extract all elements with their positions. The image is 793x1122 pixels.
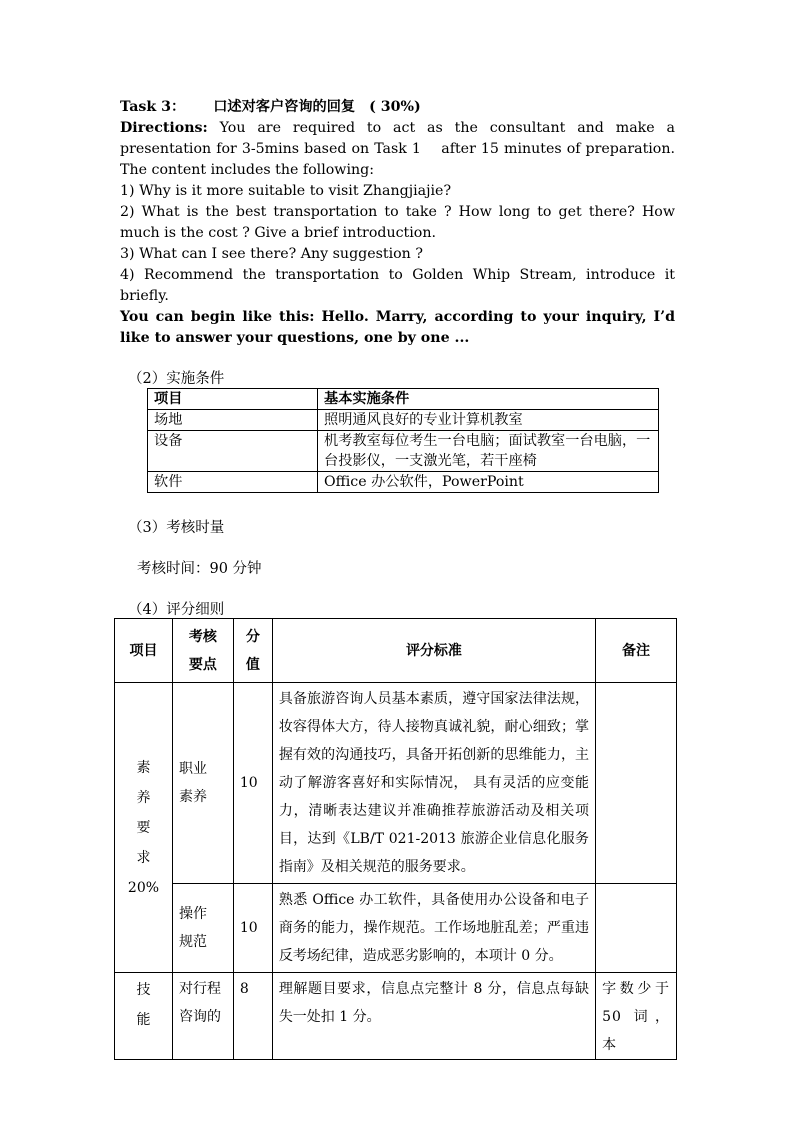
remarks-cell: 字数少于 50 词，本 [596, 973, 677, 1060]
point-cell [172, 884, 233, 973]
point-a: 职业 [178, 761, 207, 777]
table-row [115, 884, 677, 973]
group-char: 技 [136, 982, 151, 998]
directions [120, 118, 675, 181]
header-criteria: 评分标准 [272, 619, 595, 683]
header-remarks: 备注 [596, 619, 677, 683]
table-row [115, 973, 677, 1060]
table-row [148, 410, 659, 431]
task-section [120, 97, 675, 349]
point-a: 对行程 [178, 981, 221, 997]
point-b: 素养 [178, 789, 207, 805]
header-point-a: 考核 [188, 628, 217, 645]
conditions-heading: （2）实施条件 [128, 371, 225, 387]
conditions-item: 场地 [148, 410, 318, 431]
group-char: 养 [136, 789, 151, 806]
table-row [148, 431, 659, 472]
table-row [148, 472, 659, 493]
conditions-header-row [148, 389, 659, 410]
conditions-col-value: 基本实施条件 [318, 389, 659, 410]
question-2: 2) What is the best transportation to take ? How long to get there? How much is the cost ? Give a brief introduction. [120, 204, 675, 241]
score-cell: 10 [233, 683, 272, 884]
scoring-header-row [115, 619, 677, 683]
directions-label: Directions: [120, 120, 208, 136]
point-b: 咨询的 [178, 1009, 221, 1025]
criteria-cell: 具备旅游咨询人员基本素质，遵守国家法律法规，妆容得体大方，待人接物真诚礼貌，耐心细致；掌握有效的沟通技巧，具备开拓创新的思维能力，主动了解游客喜好和实际情况， 具有灵活的应变能力，清晰表达建议并准确推荐旅游活动及相关项目，达到《LB/T 021-2013 旅游企业信息化服务指南》及相关规范的服务要求。 [272, 683, 595, 884]
conditions-value: 照明通风良好的专业计算机教室 [318, 410, 659, 431]
question-1: 1) Why is it more suitable to visit Zhangjiajie? [120, 183, 452, 199]
group-char: 素 [136, 759, 151, 776]
point-b: 规范 [178, 934, 207, 950]
score-cell: 8 [233, 973, 272, 1060]
point-a: 操作 [178, 906, 207, 922]
conditions-value: 机考教室每位考生一台电脑；面试教室一台电脑，一台投影仪，一支激光笔，若干座椅 [318, 431, 659, 472]
question-3: 3) What can I see there? Any suggestion ? [120, 246, 423, 262]
conditions-value: Office 办公软件，PowerPoint [318, 472, 659, 493]
header-score [233, 619, 272, 683]
point-cell [172, 973, 233, 1060]
conditions-item: 设备 [148, 431, 318, 472]
begin-instruction: You can begin like this: Hello. Marry, according to your inquiry, I’d like to answer your questions, one by one ... [120, 309, 675, 346]
group-label-quality [115, 683, 173, 973]
conditions-item: 软件 [148, 472, 318, 493]
score-cell: 10 [233, 884, 272, 973]
scoring-heading: （4）评分细则 [128, 602, 225, 618]
task-title-cn: 口述对客户咨询的回复 [213, 99, 356, 115]
question-4: 4) Recommend the transportation to Golden Whip Stream, introduce it briefly. [120, 267, 675, 304]
table-row [115, 683, 677, 884]
task-title-pct: ( 30%) [369, 99, 421, 115]
point-cell [172, 683, 233, 884]
criteria-cell: 理解题目要求，信息点完整计 8 分，信息点每缺失一处扣 1 分。 [272, 973, 595, 1060]
header-point-b: 要点 [188, 656, 217, 673]
header-score-a: 分 [245, 628, 260, 645]
duration-text: 考核时间：90 分钟 [137, 561, 262, 577]
remarks-cell [596, 884, 677, 973]
criteria-cell: 熟悉 Office 办工软件，具备使用办公设备和电子商务的能力，操作规范。工作场地脏乱差；严重违反考场纪律，造成恶劣影响的，本项计 0 分。 [272, 884, 595, 973]
group-label-skill [115, 973, 173, 1060]
conditions-table [147, 388, 659, 493]
duration-heading: （3）考核时量 [128, 520, 225, 536]
task-title [120, 97, 675, 118]
header-item: 项目 [115, 619, 173, 683]
directions-text: You are required to act as the consultant and make a presentation for 3-5mins based on Task 1 after 15 minutes of preparation. The content includes the following: [120, 120, 675, 178]
task-title-label: Task 3： [120, 99, 186, 115]
header-score-b: 值 [245, 656, 260, 673]
group-char: 能 [136, 1012, 151, 1028]
header-point [172, 619, 233, 683]
scoring-table [114, 618, 677, 1060]
remarks-cell [596, 683, 677, 884]
group-char: 20% [127, 879, 160, 896]
group-char: 要 [136, 819, 151, 836]
group-char: 求 [136, 849, 151, 866]
conditions-col-item: 项目 [148, 389, 318, 410]
